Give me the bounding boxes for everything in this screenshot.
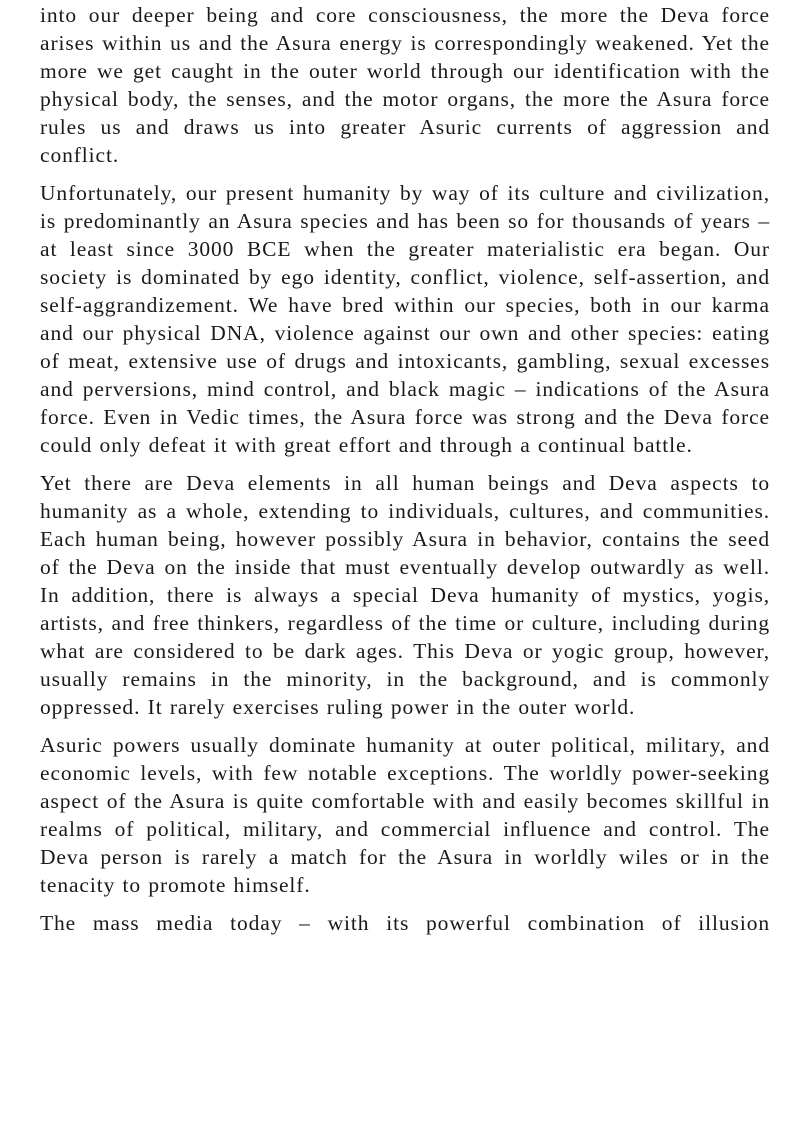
paragraph-deva-elements: Yet there are Deva elements in all human beings and Deva aspects to humanity as a whole, extending to individuals, cultures, and communities. Each human being, however possibly Asura in behavior, contains the seed of the Deva on the inside that must eventually develop outwardly as well. In addition, there is always a special Deva humanity of mystics, yogis, artists, and free thinkers, regardless of the time or culture, including during what are considered to be dark ages. This Deva or yogic group, however, usually remains in the minority, in the background, and is commonly oppressed. It rarely exercises ruling power in the outer world. (40, 471, 770, 719)
paragraph-asuric-powers: Asuric powers usually dominate humanity at outer political, military, and economic levels, with few notable exceptions. The worldly power-seeking aspect of the Asura is quite comfortable with and easily becomes skillful in realms of political, military, and commercial influence and control. The Deva person is rarely a match for the Asura in worldly wiles or in the tenacity to promote himself. (40, 733, 770, 897)
paragraph-deva-asura-inner: into our deeper being and core consciousness, the more the Deva force arises within us and the Asura energy is correspondingly weakened. Yet the more we get caught in the outer world through our identification with the physical body, the senses, and the motor organs, the more the Asura force rules us and draws us into greater Asuric currents of aggression and conflict. (40, 3, 770, 167)
document-page (40, 1, 770, 947)
paragraph-asura-species: Unfortunately, our present humanity by way of its culture and civilization, is predominantly an Asura species and has been so for thousands of years – at least since 3000 BCE when the greater materialistic era began. Our society is dominated by ego identity, conflict, violence, self-assertion, and self-aggrandizement. We have bred within our species, both in our karma and our physical DNA, violence against our own and other species: eating of meat, extensive use of drugs and intoxicants, gambling, sexual excesses and perversions, mind control, and black magic – indications of the Asura force. Even in Vedic times, the Asura force was strong and the Deva force could only defeat it with great effort and through a continual battle. (40, 181, 770, 457)
paragraph-mass-media: The mass media today – with its powerful combination of illusion (40, 911, 770, 935)
